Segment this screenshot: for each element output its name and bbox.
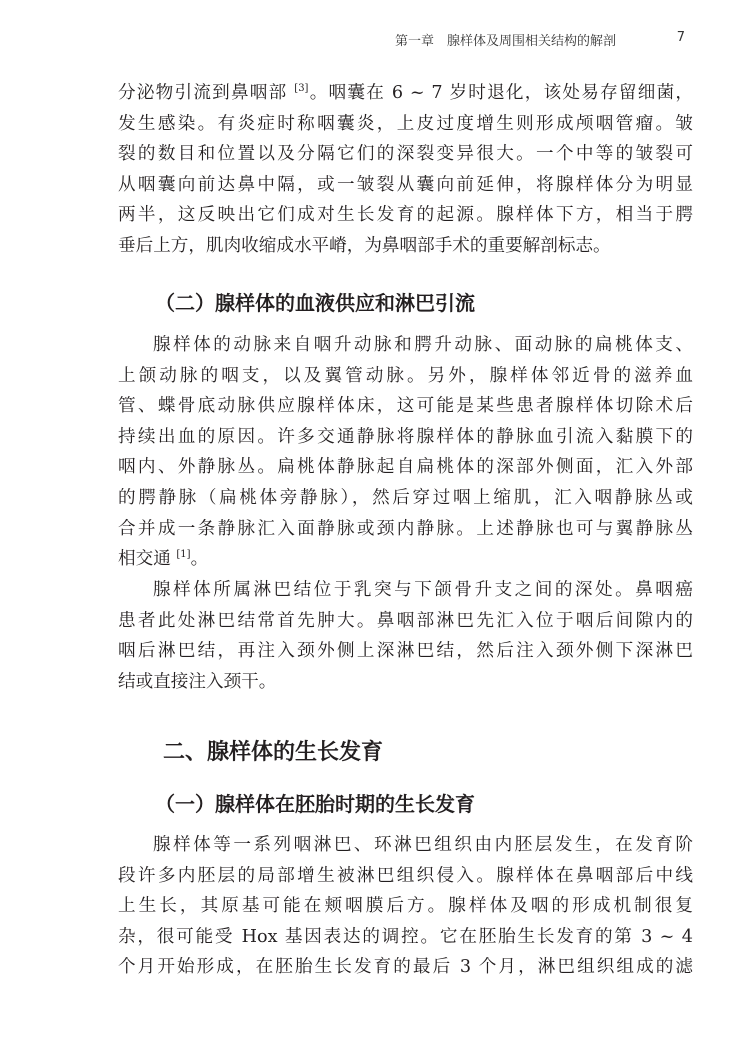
text-line: 个月开始形成，在胚胎生长发育的最后 3 个月，淋巴组织组成的滤 (118, 957, 693, 978)
text-line: 上生长，其原基可能在颊咽膜后方。腺样体及咽的形成机制很复 (118, 896, 693, 917)
text-line: 从咽囊向前达鼻中隔，或一皱裂从囊向前延伸，将腺样体分为明显 (118, 174, 693, 195)
text-line: 裂的数目和位置以及分隔它们的深裂变异很大。一个中等的皱裂可 (118, 144, 693, 165)
citation-ref: [3] (294, 83, 309, 94)
text-line: 腺样体的动脉来自咽升动脉和腭升动脉、面动脉的扁桃体支、 (153, 335, 693, 355)
text-line: 两半，这反映出它们成对生长发育的起源。腺样体下方，相当于腭 (118, 205, 693, 226)
section-heading-blood-supply: （二）腺样体的血液供应和淋巴引流 (155, 291, 475, 315)
paragraph-embryo-development (118, 830, 693, 983)
text-line: 垂后上方，肌肉收缩成水平嵴，为鼻咽部手术的重要解剖标志。 (118, 235, 611, 256)
page-number: 7 (676, 30, 685, 45)
chapter-title: 第一章 腺样体及周围相关结构的解剖 (395, 34, 617, 49)
text-line: 发生感染。有炎症时称咽囊炎，上皮过度增生则形成颅咽管瘤。皱 (118, 113, 693, 134)
text-line: 合并成一条静脉汇入面静脉或颈内静脉。上述静脉也可与翼静脉丛 (118, 518, 693, 539)
text-line: 管、蝶骨底动脉供应腺样体床，这可能是某些患者腺样体切除术后 (118, 396, 693, 417)
text-line: 结或直接注入颈干。 (118, 671, 277, 692)
text-line: 上颌动脉的咽支，以及翼管动脉。另外，腺样体邻近骨的滋养血 (118, 365, 693, 386)
text-line: 的腭静脉（扁桃体旁静脉），然后穿过咽上缩肌，汇入咽静脉丛或 (118, 487, 693, 508)
paragraph-adenoid-pouch (118, 78, 693, 262)
text-line: 患者此处淋巴结常首先肿大。鼻咽部淋巴先汇入位于咽后间隙内的 (118, 610, 693, 631)
text-line: 相交通 [1]。 (118, 549, 209, 570)
text-line: 咽内、外静脉丛。扁桃体静脉起自扁桃体的深部外侧面，汇入外部 (118, 457, 693, 478)
subsection-heading-embryo: （一）腺样体在胚胎时期的生长发育 (155, 792, 475, 816)
text-line: 持续出血的原因。许多交通静脉将腺样体的静脉血引流入黏膜下的 (118, 426, 693, 447)
text-line: 腺样体所属淋巴结位于乳突与下颌骨升支之间的深处。鼻咽癌 (153, 580, 693, 600)
citation-ref: [1] (176, 549, 191, 561)
paragraph-lymph-drainage (118, 575, 693, 697)
text-line: 腺样体等一系列咽淋巴、环淋巴组织由内胚层发生，在发育阶 (153, 835, 693, 855)
section-heading-growth: 二、腺样体的生长发育 (163, 740, 384, 765)
text-line: 段许多内胚层的局部增生被淋巴组织侵入。腺样体在鼻咽部后中线 (118, 865, 693, 886)
text-line: 分泌物引流到鼻咽部 [3]。咽囊在 6 ~ 7 岁时退化，该处易存留细菌， (118, 83, 693, 103)
paragraph-blood-supply (118, 330, 693, 575)
text-line: 咽后淋巴结，再注入颈外侧上深淋巴结，然后注入颈外侧下深淋巴 (118, 641, 693, 662)
running-header (395, 30, 685, 50)
text-line: 杂，很可能受 Hox 基因表达的调控。它在胚胎生长发育的第 3 ~ 4 (118, 926, 693, 947)
